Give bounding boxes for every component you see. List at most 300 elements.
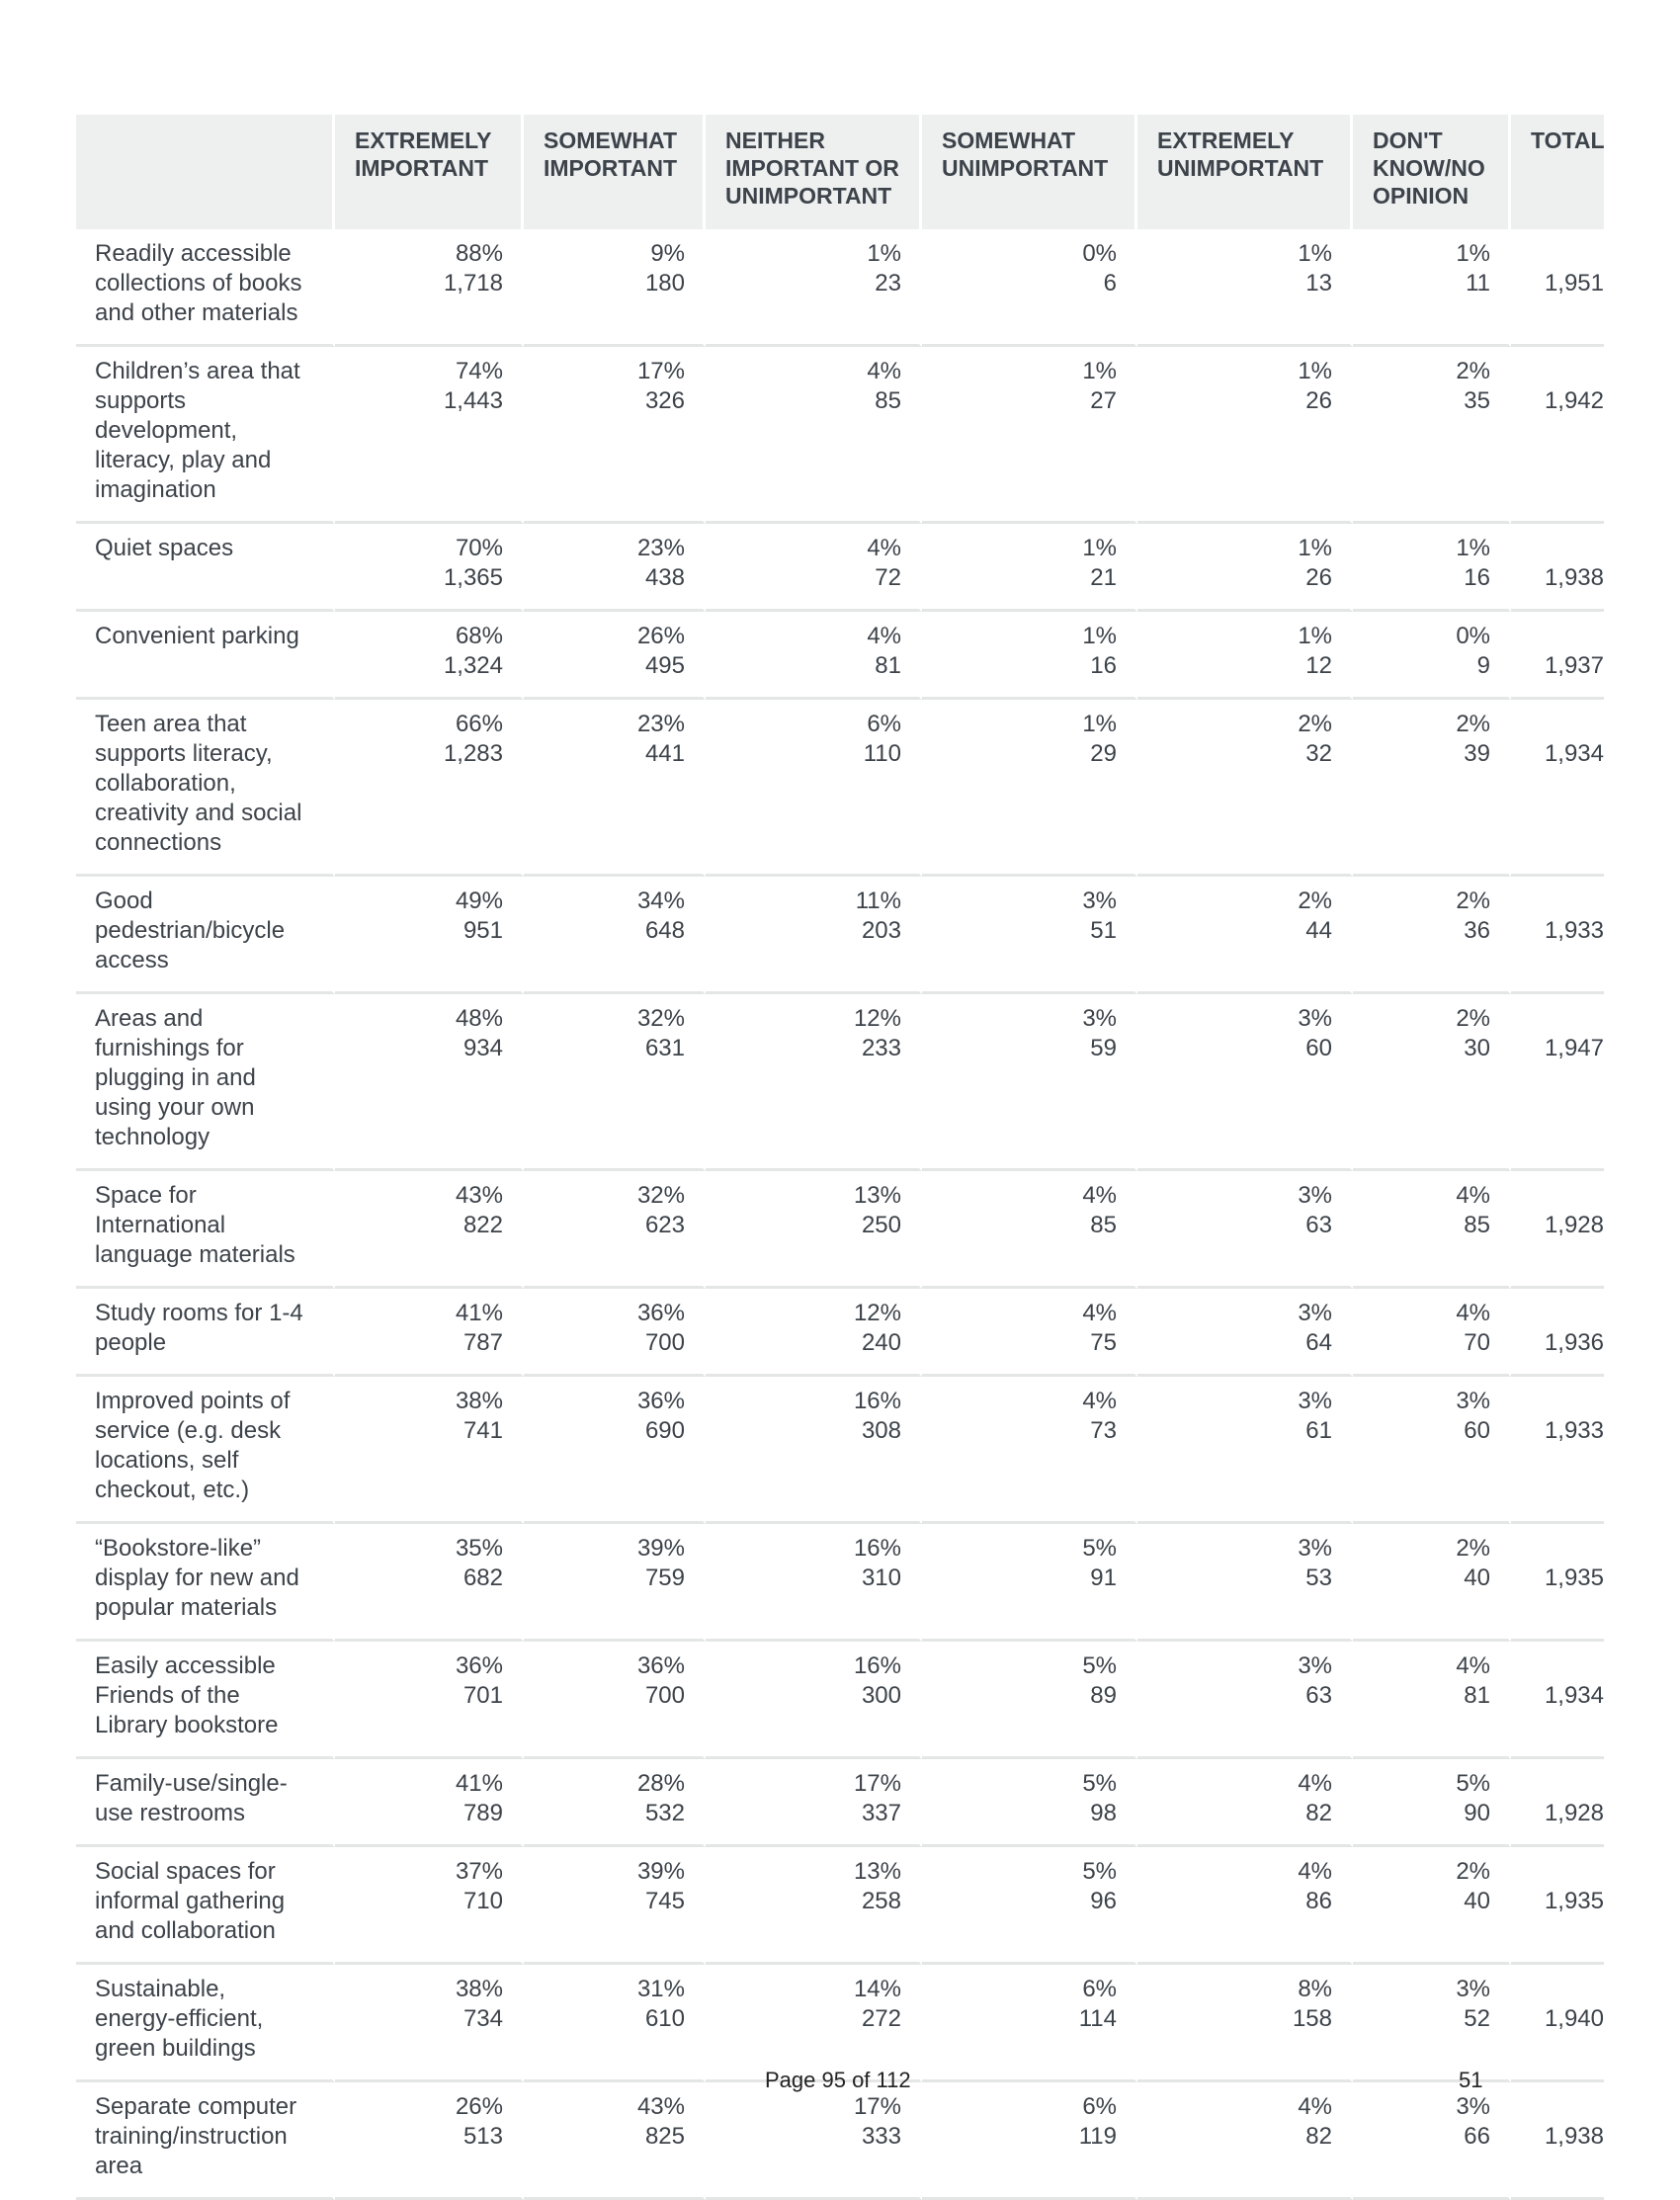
- header-somewhat-important: SOMEWHAT IMPORTANT: [524, 115, 706, 229]
- percent-value: 5%: [1082, 1652, 1117, 1679]
- row-label: Family-use/single-use restrooms: [76, 1759, 335, 1847]
- count-value: 789: [462, 1800, 503, 1826]
- percent-value: 2%: [1456, 888, 1490, 914]
- total-value: 1,938: [1511, 2082, 1604, 2200]
- percent-value: 4%: [867, 623, 901, 649]
- total-value: 1,934: [1511, 1642, 1604, 1759]
- percent-value: 70%: [455, 535, 503, 561]
- percent-value: 11%: [855, 888, 901, 914]
- response-cell: [1353, 1759, 1511, 1847]
- response-cell: [335, 612, 524, 700]
- percent-value: 8%: [1298, 1976, 1332, 2002]
- response-cell: [1137, 2082, 1353, 2200]
- count-value: 250: [861, 1212, 901, 1238]
- count-value: 822: [462, 1212, 503, 1238]
- percent-value: 66%: [455, 711, 503, 737]
- response-cell: [335, 2082, 524, 2200]
- count-value: 52: [1464, 2005, 1490, 2032]
- response-cell: [524, 877, 706, 994]
- response-cell: [706, 1524, 922, 1642]
- response-cell: [335, 1642, 524, 1759]
- percent-value: 2%: [1456, 1858, 1490, 1885]
- response-cell: [1137, 1847, 1353, 1965]
- response-cell: [524, 2082, 706, 2200]
- response-cell: [524, 612, 706, 700]
- response-cell: [524, 1642, 706, 1759]
- count-value: 610: [644, 2005, 685, 2032]
- percent-value: 3%: [1298, 1652, 1332, 1679]
- header-neither: NEITHER IMPORTANT OR UNIMPORTANT: [706, 115, 922, 229]
- response-cell: [524, 1171, 706, 1289]
- count-value: 6: [1103, 270, 1117, 296]
- footer-number: 51: [1459, 2068, 1483, 2092]
- row-label: Areas and furnishings for plugging in and using your own technology: [76, 994, 335, 1171]
- count-value: 1,365: [443, 564, 503, 591]
- percent-value: 26%: [636, 623, 685, 649]
- response-cell: [706, 1289, 922, 1377]
- response-cell: [335, 229, 524, 347]
- percent-value: 0%: [1082, 240, 1117, 267]
- response-cell: [335, 347, 524, 524]
- total-value: 1,947: [1511, 994, 1604, 1171]
- count-value: 60: [1305, 1035, 1332, 1061]
- count-value: 40: [1464, 1888, 1490, 1914]
- response-cell: [922, 1524, 1137, 1642]
- percent-value: 4%: [1082, 1300, 1117, 1326]
- response-cell: [524, 229, 706, 347]
- response-cell: [524, 347, 706, 524]
- percent-value: 38%: [455, 1388, 503, 1414]
- count-value: 272: [861, 2005, 901, 2032]
- percent-value: 6%: [867, 711, 901, 737]
- response-cell: [335, 1171, 524, 1289]
- row-label: Readily accessible collections of books and other materials: [76, 229, 335, 347]
- row-label: Convenient parking: [76, 612, 335, 700]
- percent-value: 5%: [1082, 1535, 1117, 1562]
- response-cell: [1137, 1965, 1353, 2082]
- percent-value: 1%: [1082, 358, 1117, 384]
- percent-value: 1%: [1082, 711, 1117, 737]
- table-row: [76, 612, 1604, 700]
- count-value: 326: [644, 387, 685, 414]
- response-cell: [1353, 1965, 1511, 2082]
- response-cell: [1353, 994, 1511, 1171]
- percent-value: 23%: [636, 711, 685, 737]
- percent-value: 12%: [853, 1300, 901, 1326]
- row-label: Social spaces for informal gathering and collaboration: [76, 1847, 335, 1965]
- response-cell: [335, 700, 524, 877]
- count-value: 532: [644, 1800, 685, 1826]
- count-value: 337: [861, 1800, 901, 1826]
- percent-value: 16%: [853, 1535, 901, 1562]
- response-cell: [706, 229, 922, 347]
- percent-value: 2%: [1456, 1535, 1490, 1562]
- header-dont-know: DON'T KNOW/NO OPINION: [1353, 115, 1511, 229]
- table-row: [76, 1524, 1604, 1642]
- count-value: 82: [1305, 2123, 1332, 2150]
- table-row: [76, 1965, 1604, 2082]
- percent-value: 4%: [1456, 1652, 1490, 1679]
- response-cell: [706, 1171, 922, 1289]
- percent-value: 2%: [1456, 711, 1490, 737]
- response-cell: [524, 524, 706, 612]
- table-row: [76, 700, 1604, 877]
- count-value: 631: [644, 1035, 685, 1061]
- count-value: 734: [462, 2005, 503, 2032]
- response-cell: [922, 1965, 1137, 2082]
- percent-value: 16%: [853, 1388, 901, 1414]
- percent-value: 6%: [1082, 2093, 1117, 2120]
- percent-value: 17%: [636, 358, 685, 384]
- count-value: 9: [1476, 652, 1490, 679]
- row-label: Easily accessible Friends of the Library bookstore: [76, 1642, 335, 1759]
- count-value: 51: [1090, 917, 1117, 944]
- header-somewhat-unimportant: SOMEWHAT UNIMPORTANT: [922, 115, 1137, 229]
- response-cell: [706, 1377, 922, 1524]
- count-value: 85: [875, 387, 901, 414]
- count-value: 1,718: [443, 270, 503, 296]
- total-value: 1,935: [1511, 1847, 1604, 1965]
- total-value: 1,938: [1511, 524, 1604, 612]
- count-value: 81: [1464, 1682, 1490, 1709]
- table-row: [76, 524, 1604, 612]
- count-value: 89: [1090, 1682, 1117, 1709]
- count-value: 63: [1305, 1682, 1332, 1709]
- percent-value: 36%: [636, 1652, 685, 1679]
- count-value: 682: [462, 1565, 503, 1591]
- response-cell: [1137, 1759, 1353, 1847]
- percent-value: 17%: [853, 2093, 901, 2120]
- percent-value: 3%: [1298, 1182, 1332, 1209]
- percent-value: 4%: [1456, 1300, 1490, 1326]
- count-value: 110: [863, 740, 901, 767]
- total-value: 1,928: [1511, 1759, 1604, 1847]
- percent-value: 1%: [1456, 240, 1490, 267]
- count-value: 16: [1464, 564, 1490, 591]
- response-cell: [922, 1847, 1137, 1965]
- response-cell: [706, 877, 922, 994]
- table-row: [76, 1289, 1604, 1377]
- response-cell: [922, 877, 1137, 994]
- percent-value: 43%: [455, 1182, 503, 1209]
- response-cell: [335, 1377, 524, 1524]
- total-value: 1,934: [1511, 700, 1604, 877]
- response-cell: [524, 1524, 706, 1642]
- count-value: 1,443: [443, 387, 503, 414]
- percent-value: 1%: [1298, 535, 1332, 561]
- count-value: 513: [462, 2123, 503, 2150]
- percent-value: 41%: [455, 1770, 503, 1797]
- percent-value: 39%: [636, 1535, 685, 1562]
- percent-value: 2%: [1456, 358, 1490, 384]
- count-value: 240: [861, 1329, 901, 1356]
- response-cell: [1353, 1289, 1511, 1377]
- count-value: 39: [1464, 740, 1490, 767]
- response-cell: [1353, 612, 1511, 700]
- response-cell: [335, 524, 524, 612]
- count-value: 27: [1090, 387, 1117, 414]
- percent-value: 2%: [1298, 711, 1332, 737]
- count-value: 308: [861, 1417, 901, 1444]
- count-value: 825: [644, 2123, 685, 2150]
- response-cell: [1137, 612, 1353, 700]
- percent-value: 4%: [1298, 1770, 1332, 1797]
- response-cell: [335, 1289, 524, 1377]
- response-cell: [706, 994, 922, 1171]
- percent-value: 41%: [455, 1300, 503, 1326]
- header-item: [76, 115, 335, 229]
- response-cell: [922, 1642, 1137, 1759]
- count-value: 60: [1464, 1417, 1490, 1444]
- count-value: 85: [1090, 1212, 1117, 1238]
- count-value: 61: [1305, 1417, 1332, 1444]
- percent-value: 38%: [455, 1976, 503, 2002]
- response-cell: [706, 347, 922, 524]
- percent-value: 2%: [1298, 888, 1332, 914]
- count-value: 759: [644, 1565, 685, 1591]
- percent-value: 3%: [1082, 1005, 1117, 1032]
- percent-value: 3%: [1298, 1535, 1332, 1562]
- percent-value: 4%: [867, 535, 901, 561]
- percent-value: 4%: [1082, 1388, 1117, 1414]
- percent-value: 36%: [636, 1388, 685, 1414]
- count-value: 81: [875, 652, 901, 679]
- response-cell: [922, 524, 1137, 612]
- response-cell: [1137, 700, 1353, 877]
- percent-value: 9%: [650, 240, 685, 267]
- response-cell: [922, 1377, 1137, 1524]
- count-value: 258: [861, 1888, 901, 1914]
- count-value: 114: [1078, 2005, 1117, 2032]
- row-label: Teen area that supports literacy, collaboration, creativity and social connections: [76, 700, 335, 877]
- count-value: 66: [1464, 2123, 1490, 2150]
- percent-value: 5%: [1082, 1858, 1117, 1885]
- survey-results-table: [76, 115, 1604, 2200]
- percent-value: 1%: [1298, 623, 1332, 649]
- count-value: 12: [1305, 652, 1332, 679]
- response-cell: [1137, 1377, 1353, 1524]
- response-cell: [524, 1965, 706, 2082]
- percent-value: 16%: [853, 1652, 901, 1679]
- count-value: 53: [1305, 1565, 1332, 1591]
- percent-value: 31%: [636, 1976, 685, 2002]
- count-value: 13: [1305, 270, 1332, 296]
- response-cell: [706, 524, 922, 612]
- percent-value: 48%: [455, 1005, 503, 1032]
- response-cell: [706, 1759, 922, 1847]
- response-cell: [922, 612, 1137, 700]
- row-label: Separate computer training/instruction area: [76, 2082, 335, 2200]
- count-value: 1,283: [443, 740, 503, 767]
- response-cell: [524, 700, 706, 877]
- response-cell: [1137, 1524, 1353, 1642]
- response-cell: [524, 1289, 706, 1377]
- percent-value: 88%: [455, 240, 503, 267]
- count-value: 44: [1305, 917, 1332, 944]
- percent-value: 0%: [1456, 623, 1490, 649]
- count-value: 30: [1464, 1035, 1490, 1061]
- total-value: 1,936: [1511, 1289, 1604, 1377]
- count-value: 690: [644, 1417, 685, 1444]
- count-value: 70: [1464, 1329, 1490, 1356]
- response-cell: [706, 2082, 922, 2200]
- count-value: 934: [462, 1035, 503, 1061]
- response-cell: [1137, 1171, 1353, 1289]
- table-row: [76, 994, 1604, 1171]
- page-footer: [0, 2068, 1680, 2097]
- response-cell: [1137, 347, 1353, 524]
- response-cell: [1353, 524, 1511, 612]
- percent-value: 3%: [1456, 1388, 1490, 1414]
- total-value: 1,937: [1511, 612, 1604, 700]
- percent-value: 1%: [1082, 623, 1117, 649]
- percent-value: 26%: [455, 2093, 503, 2120]
- response-cell: [1353, 700, 1511, 877]
- percent-value: 1%: [1456, 535, 1490, 561]
- row-label: Sustainable, energy-efficient, green buildings: [76, 1965, 335, 2082]
- response-cell: [1353, 1171, 1511, 1289]
- table-body: [76, 229, 1604, 2200]
- response-cell: [922, 1289, 1137, 1377]
- count-value: 63: [1305, 1212, 1332, 1238]
- response-cell: [1137, 229, 1353, 347]
- response-cell: [922, 2082, 1137, 2200]
- count-value: 741: [462, 1417, 503, 1444]
- response-cell: [335, 1759, 524, 1847]
- percent-value: 68%: [455, 623, 503, 649]
- percent-value: 39%: [636, 1858, 685, 1885]
- table-row: [76, 1171, 1604, 1289]
- response-cell: [335, 877, 524, 994]
- percent-value: 3%: [1456, 2093, 1490, 2120]
- table-row: [76, 1642, 1604, 1759]
- table-row: [76, 347, 1604, 524]
- header-extremely-unimportant: EXTREMELY UNIMPORTANT: [1137, 115, 1353, 229]
- count-value: 23: [875, 270, 901, 296]
- count-value: 300: [861, 1682, 901, 1709]
- response-cell: [335, 1847, 524, 1965]
- count-value: 11: [1466, 270, 1490, 296]
- percent-value: 4%: [867, 358, 901, 384]
- percent-value: 1%: [1298, 240, 1332, 267]
- count-value: 700: [644, 1682, 685, 1709]
- count-value: 26: [1305, 564, 1332, 591]
- count-value: 233: [861, 1035, 901, 1061]
- count-value: 64: [1305, 1329, 1332, 1356]
- percent-value: 1%: [1082, 535, 1117, 561]
- percent-value: 1%: [867, 240, 901, 267]
- response-cell: [1137, 877, 1353, 994]
- percent-value: 13%: [853, 1858, 901, 1885]
- percent-value: 5%: [1456, 1770, 1490, 1797]
- response-cell: [1353, 877, 1511, 994]
- percent-value: 14%: [853, 1976, 901, 2002]
- response-cell: [1353, 1524, 1511, 1642]
- percent-value: 74%: [455, 358, 503, 384]
- row-label: “Bookstore-like” display for new and popular materials: [76, 1524, 335, 1642]
- response-cell: [1137, 994, 1353, 1171]
- total-value: 1,928: [1511, 1171, 1604, 1289]
- count-value: 36: [1464, 917, 1490, 944]
- table-row: [76, 1377, 1604, 1524]
- count-value: 701: [462, 1682, 503, 1709]
- response-cell: [922, 700, 1137, 877]
- percent-value: 13%: [853, 1182, 901, 1209]
- page-number: Page 95 of 112: [765, 2068, 911, 2092]
- percent-value: 1%: [1298, 358, 1332, 384]
- percent-value: 17%: [853, 1770, 901, 1797]
- count-value: 438: [644, 564, 685, 591]
- count-value: 85: [1464, 1212, 1490, 1238]
- response-cell: [922, 1759, 1137, 1847]
- count-value: 29: [1090, 740, 1117, 767]
- table-row: [76, 1759, 1604, 1847]
- row-label: Study rooms for 1-4 people: [76, 1289, 335, 1377]
- percent-value: 35%: [455, 1535, 503, 1562]
- percent-value: 3%: [1456, 1976, 1490, 2002]
- count-value: 158: [1292, 2005, 1332, 2032]
- response-cell: [706, 700, 922, 877]
- total-value: 1,933: [1511, 877, 1604, 994]
- response-cell: [1353, 229, 1511, 347]
- table-row: [76, 877, 1604, 994]
- response-cell: [706, 1642, 922, 1759]
- count-value: 86: [1305, 1888, 1332, 1914]
- total-value: 1,933: [1511, 1377, 1604, 1524]
- response-cell: [524, 1377, 706, 1524]
- response-cell: [1353, 1847, 1511, 1965]
- response-cell: [1137, 524, 1353, 612]
- count-value: 91: [1090, 1565, 1117, 1591]
- response-cell: [706, 1847, 922, 1965]
- header-row: [76, 115, 1604, 229]
- total-value: 1,951: [1511, 229, 1604, 347]
- table-row: [76, 1847, 1604, 1965]
- count-value: 21: [1090, 564, 1117, 591]
- count-value: 90: [1464, 1800, 1490, 1826]
- percent-value: 3%: [1298, 1005, 1332, 1032]
- percent-value: 34%: [636, 888, 685, 914]
- percent-value: 3%: [1298, 1388, 1332, 1414]
- row-label: Improved points of service (e.g. desk locations, self checkout, etc.): [76, 1377, 335, 1524]
- response-cell: [1353, 347, 1511, 524]
- header-total: TOTAL: [1511, 115, 1604, 229]
- response-cell: [706, 612, 922, 700]
- row-label: Children’s area that supports development, literacy, play and imagination: [76, 347, 335, 524]
- response-cell: [335, 994, 524, 1171]
- row-label: Space for International language materials: [76, 1171, 335, 1289]
- response-cell: [922, 994, 1137, 1171]
- response-cell: [706, 1965, 922, 2082]
- row-label: Quiet spaces: [76, 524, 335, 612]
- count-value: 72: [875, 564, 901, 591]
- count-value: 787: [462, 1329, 503, 1356]
- count-value: 16: [1090, 652, 1117, 679]
- percent-value: 4%: [1298, 1858, 1332, 1885]
- count-value: 75: [1090, 1329, 1117, 1356]
- count-value: 710: [462, 1888, 503, 1914]
- percent-value: 36%: [636, 1300, 685, 1326]
- count-value: 35: [1464, 387, 1490, 414]
- response-cell: [1137, 1642, 1353, 1759]
- response-cell: [335, 1524, 524, 1642]
- count-value: 495: [644, 652, 685, 679]
- percent-value: 37%: [455, 1858, 503, 1885]
- total-value: 1,935: [1511, 1524, 1604, 1642]
- percent-value: 6%: [1082, 1976, 1117, 2002]
- percent-value: 4%: [1298, 2093, 1332, 2120]
- total-value: 1,940: [1511, 1965, 1604, 2082]
